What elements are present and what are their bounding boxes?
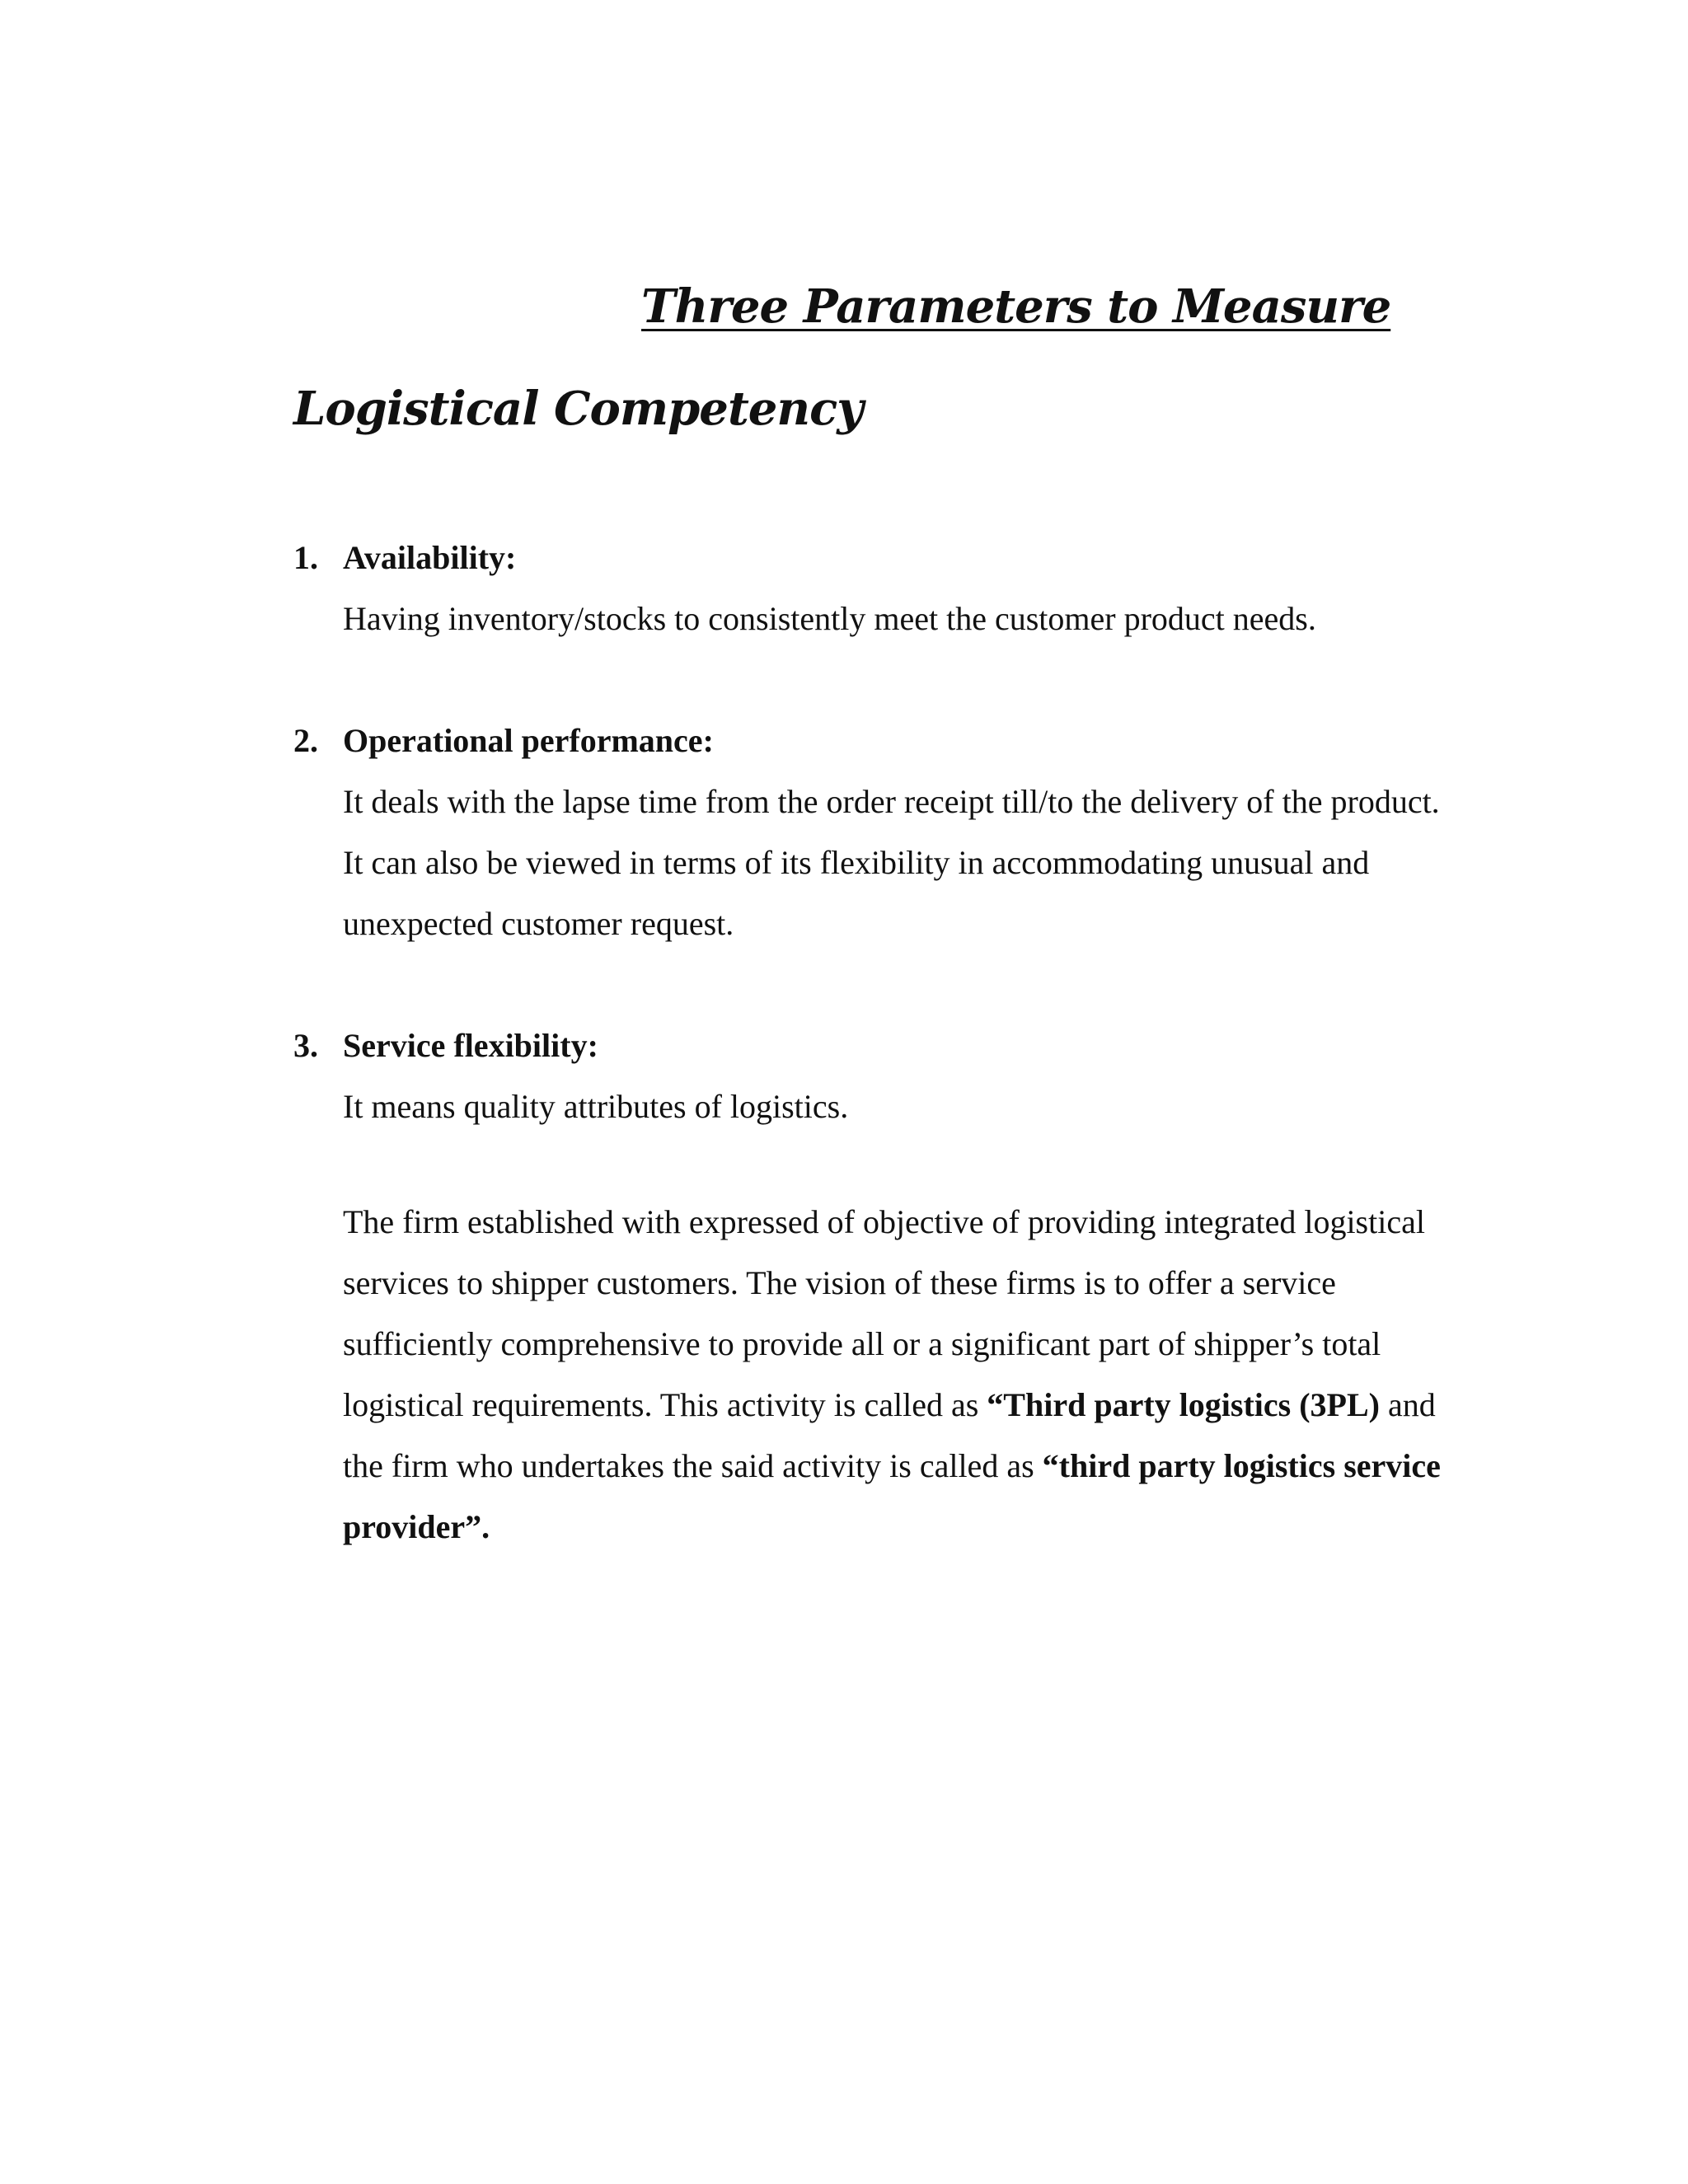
list-item-number: 1. [293, 539, 318, 576]
list-item-heading: Operational performance: [343, 722, 714, 759]
list-item-body: It means quality attributes of logistics. [343, 1088, 849, 1125]
list-item [293, 710, 1464, 954]
closing-paragraph [343, 1192, 1464, 1558]
paragraph-bold-2: “third party logistics service provider”. [343, 1447, 1441, 1545]
paragraph-text-1: The firm established with expressed of objective of providing integrated logistical services to shipper customers. The vision of these firms is to offer a service sufficiently comprehensive to provide all or a significant part of shipper’s total logistical requirements. This activity is called as [343, 1203, 1425, 1423]
paragraph-text-2: and the firm who undertakes the said activity is called as [343, 1386, 1436, 1484]
list-item-body: It deals with the lapse time from the order receipt till/to the delivery of the product. It can also be viewed in terms of its flexibility in accommodating unusual and unexpected customer request. [343, 783, 1440, 942]
list-item-body: Having inventory/stocks to consistently meet the customer product needs. [343, 600, 1316, 637]
paragraph-bold-1: “Third party logistics (3PL) [987, 1386, 1380, 1423]
list-item-heading: Service flexibility: [343, 1027, 598, 1064]
title-line-2: Logistical Competency [293, 382, 863, 436]
parameter-list [293, 527, 1464, 1137]
title-line-1: Three Parameters to Measure [641, 279, 1391, 334]
list-item [293, 1015, 1464, 1137]
list-item [293, 527, 1464, 649]
list-item-number: 3. [293, 1027, 318, 1064]
list-item-number: 2. [293, 722, 318, 759]
list-item-heading: Availability: [343, 539, 517, 576]
